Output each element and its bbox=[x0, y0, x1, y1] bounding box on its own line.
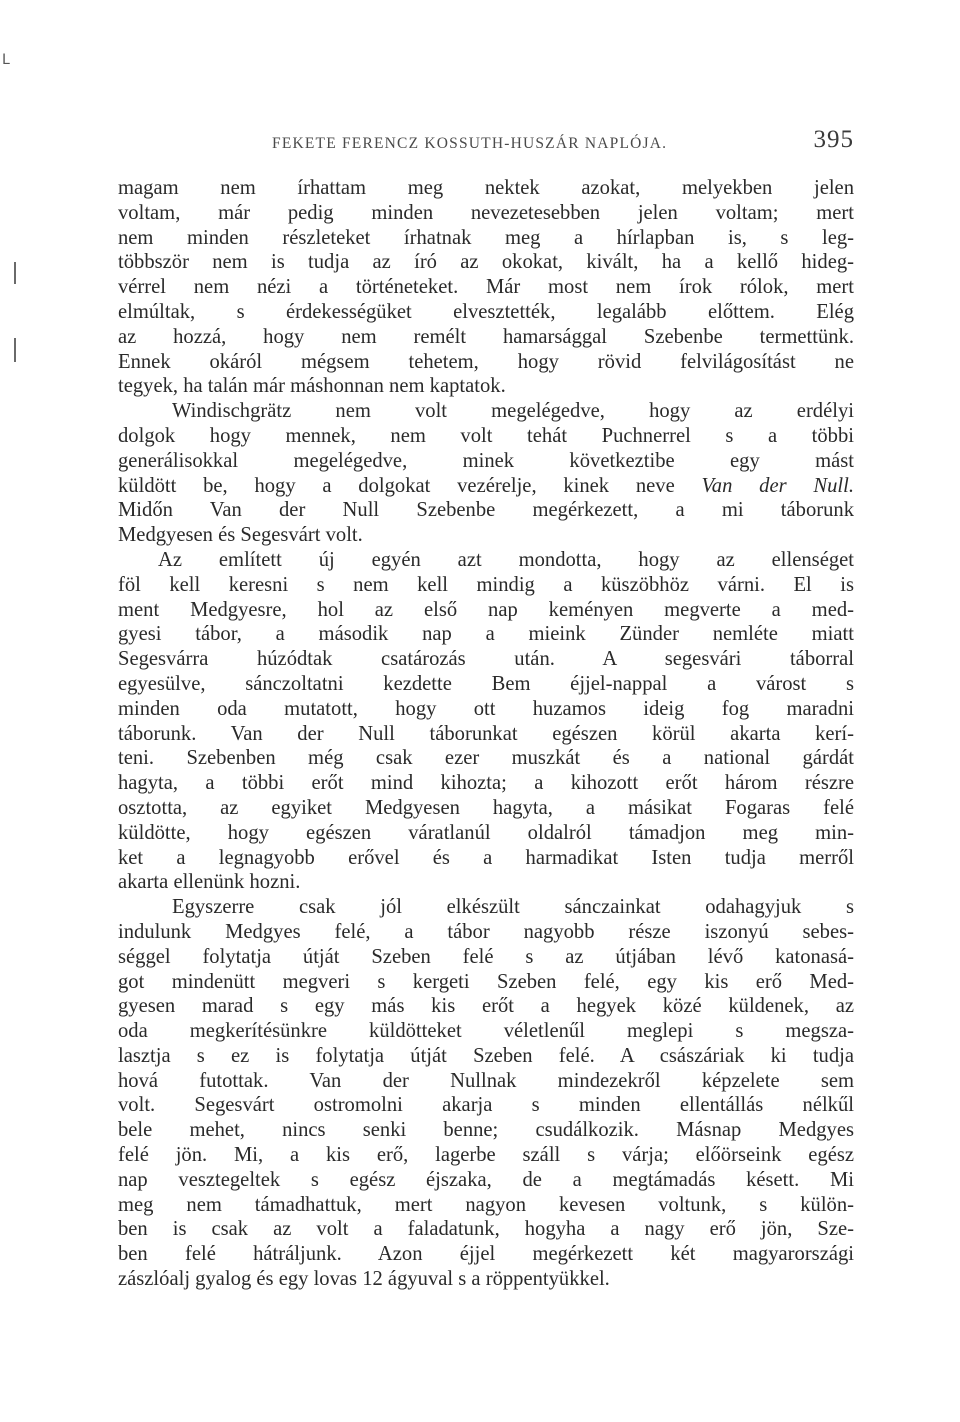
text-line: hová futottak. Van der Nullnak mindezekről képzelete sem bbox=[118, 1069, 854, 1092]
text-line: gyesi tábor, a második nap a mieink Zünder nemléte miatt bbox=[118, 623, 854, 646]
page-header bbox=[118, 126, 854, 162]
text-line: táborunk. Van der Null táborunkat egészen körül akarta kerí- bbox=[118, 722, 854, 745]
text-line: küldött be, hogy a dolgokat vezérelje, kinek neve Van der Null. bbox=[118, 474, 854, 497]
text-line: teni. Szebenben még csak ezer muszkát és a national gárdát bbox=[118, 747, 854, 770]
text-line: Ennek okáról mégsem tehetem, hogy rövid felvilágosítást ne bbox=[118, 350, 854, 373]
text-line: bele mehet, nincs senki benne; csudálkozik. Másnap Medgyes bbox=[118, 1119, 854, 1142]
text-line: küldötte, hogy egészen váratlanúl oldalról támadjon meg min- bbox=[118, 821, 854, 844]
italic-name: Van der Null. bbox=[701, 474, 854, 497]
text-line: Windischgrätz nem volt megelégedve, hogy az erdélyi bbox=[172, 400, 854, 423]
text-line: zászlóalj gyalog és egy lovas 12 ágyuval s a röppentyükkel. bbox=[118, 1268, 610, 1291]
text-line: Egyszerre csak jól elkészült sánczainkat odahagyjuk s bbox=[172, 896, 854, 919]
text-line: hagyta, a többi erőt mind kihozta; a kihozott erőt három részre bbox=[118, 772, 854, 795]
text-line: Midőn Van der Null Szebenbe megérkezett, a mi táborunk bbox=[118, 499, 854, 522]
text-line: minden oda mutatott, hogy ott huzamos ideig fog maradni bbox=[118, 697, 854, 720]
text-line: voltam, már pedig minden nevezetesebben jelen voltam; mert bbox=[118, 201, 854, 224]
text-line: oda megkerítésünkre küldötteket véletlenűl meglepi s megsza- bbox=[118, 1020, 854, 1043]
text-line: elmúltak, s érdekességüket elvesztették, legalább előttem. Elég bbox=[118, 300, 854, 323]
text-line: Medgyesen és Segesvárt volt. bbox=[118, 524, 363, 547]
text-line: séggel folytatja útját Szeben felé s az útjában lévő katonasá- bbox=[118, 945, 854, 968]
text-line: nem minden részleteket írhatnak meg a hírlapban is, s leg- bbox=[118, 226, 854, 249]
text-line: ben felé hátráljunk. Azon éjjel megérkezett két magyarországi bbox=[118, 1243, 854, 1266]
text-line: vérrel nem nézi a történeteket. Már most nem írok rólok, mert bbox=[118, 276, 854, 299]
text-line: felé jön. Mi, a kis erő, lagerbe száll s várja; előörseink egész bbox=[118, 1144, 854, 1167]
text-line: magam nem írhattam meg nektek azokat, melyekben jelen bbox=[118, 177, 854, 199]
text-line: tegyek, ha talán már máshonnan nem kaptatok. bbox=[118, 375, 506, 398]
text-line: Segesvárra húzódtak csatározás után. A segesvári táborral bbox=[118, 648, 854, 671]
running-head: FEKETE FERENCZ KOSSUTH-HUSZÁR NAPLÓJA. bbox=[272, 135, 668, 152]
text-line: ben is csak az volt a faladatunk, hogyha a nagy erő jön, Sze- bbox=[118, 1218, 854, 1241]
page-number: 395 bbox=[813, 126, 854, 153]
text-line: ment Medgyesre, hol az első nap keményen megverte a med- bbox=[118, 598, 854, 621]
text-line: got mindenütt megveri s kergeti Szeben felé, egy kis erő Med- bbox=[118, 970, 854, 993]
corner-mark: L bbox=[2, 52, 10, 68]
text-line: dolgok hogy mennek, nem volt tehát Puchnerrel s a többi bbox=[118, 424, 854, 447]
text-line: többször nem is tudja az író az okokat, kivált, ha a kellő hideg- bbox=[118, 251, 854, 274]
text-line: generálisokkal megelégedve, minek következtibe egy mást bbox=[118, 449, 854, 472]
text-line: Az említett új egyén azt mondotta, hogy az ellenséget bbox=[158, 548, 854, 571]
text-line: az hozzá, hogy nem remélt hamarsággal Szebenbe termettünk. bbox=[118, 325, 854, 348]
text-line: ket a legnagyobb erővel és a harmadikat Isten tudja merről bbox=[118, 846, 854, 869]
text-line: nap vesztegeltek s egész éjszaka, de a megtámadás késett. Mi bbox=[118, 1168, 854, 1191]
text-line: egyesülve, sánczoltatni kezdette Bem éjjel-nappal a várost s bbox=[118, 672, 854, 695]
text-line: gyesen marad s egy más kis erőt a hegyek közé küldenek, az bbox=[118, 995, 854, 1018]
text-line: akarta ellenünk hozni. bbox=[118, 871, 301, 894]
text-line: volt. Segesvárt ostromolni akarja s minden ellentállás nélkűl bbox=[118, 1094, 854, 1117]
text-line: indulunk Medgyes felé, a tábor nagyobb része iszonyú sebes- bbox=[118, 920, 854, 943]
text-line: meg nem támadhattuk, mert nagyon kevesen voltunk, s külön- bbox=[118, 1193, 854, 1216]
text-line: lasztja s ez is folytatja útját Szeben felé. A császáriak ki tudja bbox=[118, 1044, 854, 1067]
text-line: föl kell keresni s nem kell mindig a küszöbhöz várni. El is bbox=[118, 573, 854, 596]
body-text bbox=[118, 176, 854, 1292]
margin-mark bbox=[14, 338, 16, 362]
margin-mark bbox=[14, 262, 16, 284]
text-line: osztotta, az egyiket Medgyesen hagyta, a másikat Fogaras felé bbox=[118, 796, 854, 819]
